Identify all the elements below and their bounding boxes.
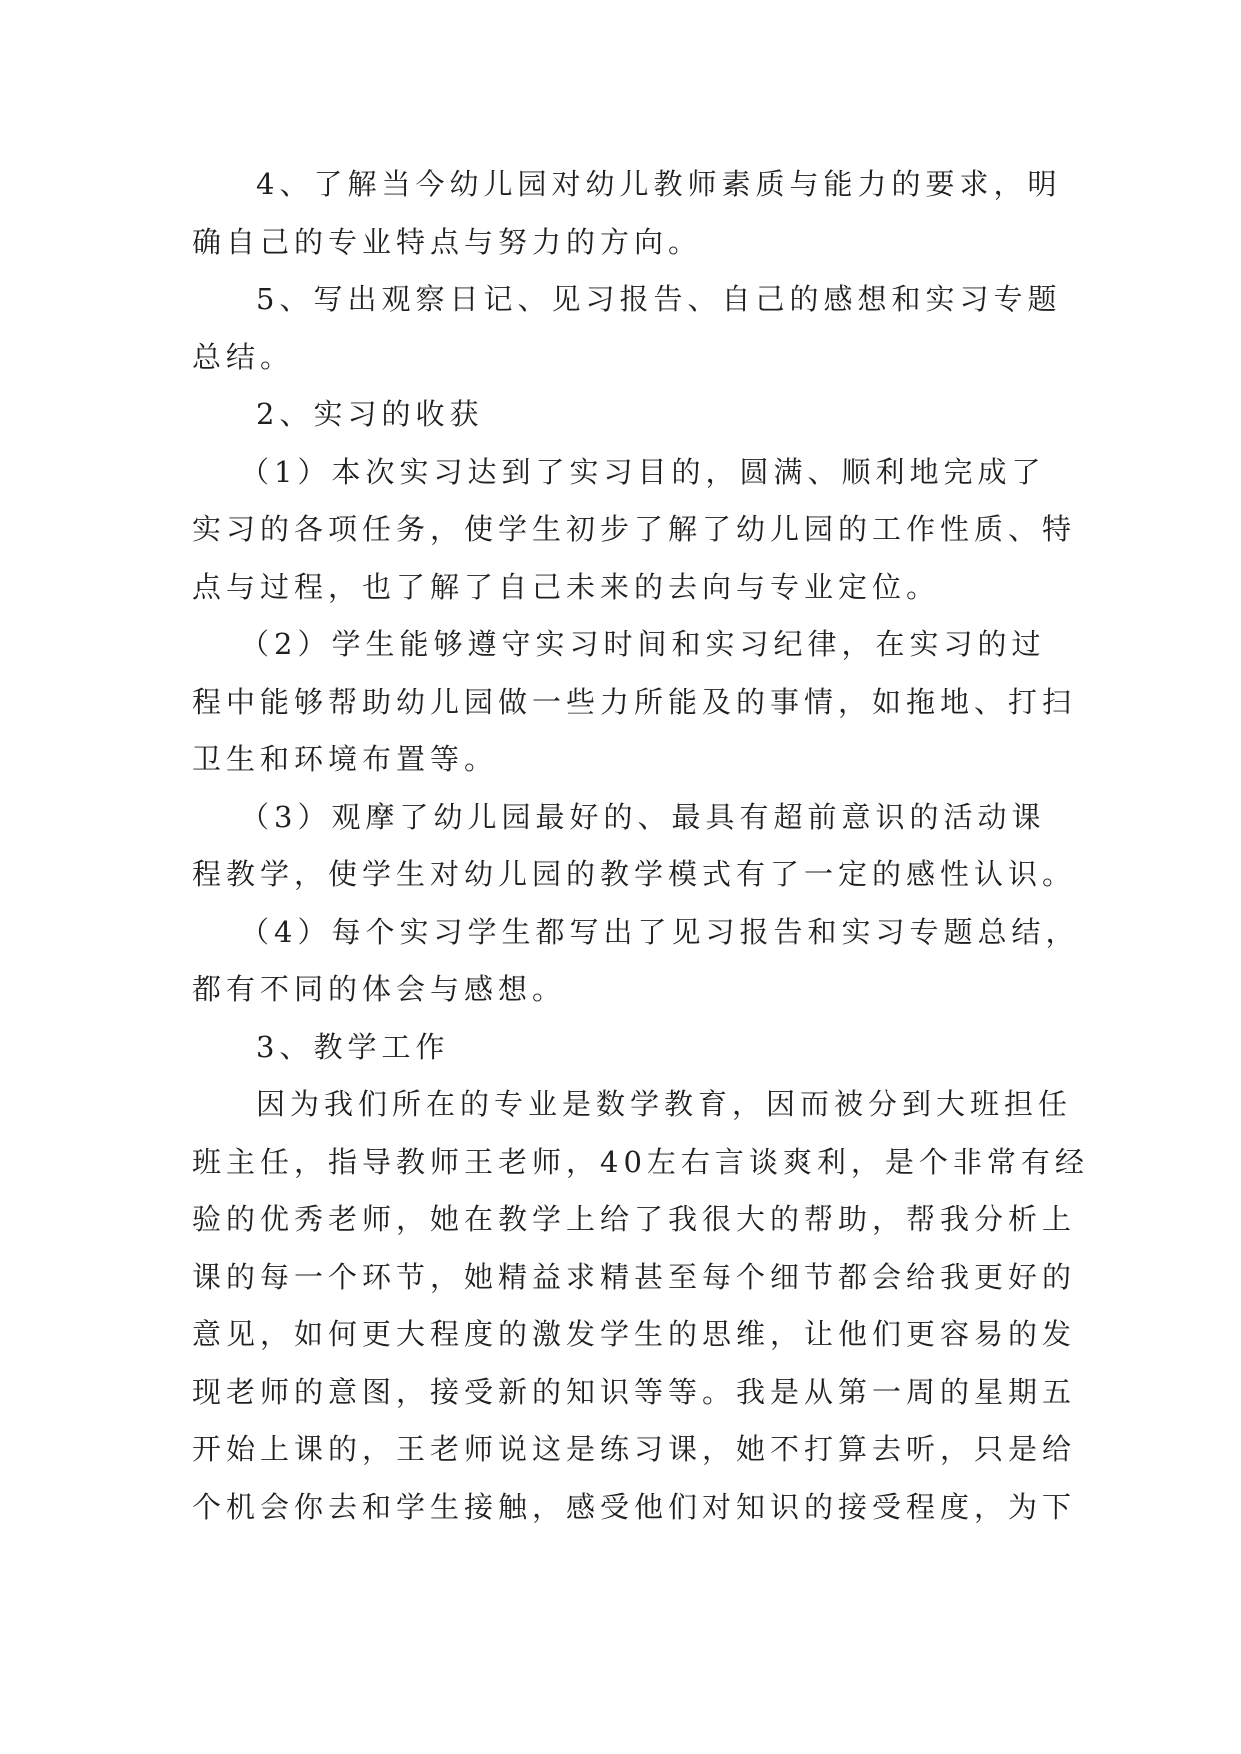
section-heading: 2、实习的收获	[256, 397, 484, 431]
text-line: 验的优秀老师，她在教学上给了我很大的帮助，帮我分析上	[192, 1202, 1077, 1236]
text-line: 个机会你去和学生接触，感受他们对知识的接受程度，为下	[192, 1489, 1077, 1524]
text-line: 确自己的专业特点与努力的方向。	[192, 224, 703, 259]
text-line: （1）本次实习达到了实习目的，圆满、顺利地完成了	[240, 454, 1046, 489]
text-line: 课的每一个环节，她精益求精甚至每个细节都会给我更好的	[192, 1259, 1077, 1294]
text-line: 因为我们所在的专业是数学教育，因而被分到大班担任	[256, 1087, 1073, 1121]
text-line: （4）每个实习学生都写出了见习报告和实习专题总结，	[240, 914, 1080, 949]
text-line: 实习的各项任务，使学生初步了解了幼儿园的工作性质、特	[192, 512, 1077, 546]
text-line: 班主任，指导教师王老师，40左右言谈爽利，是个非常有经	[192, 1144, 1089, 1179]
text-line: 点与过程，也了解了自己未来的去向与专业定位。	[192, 569, 941, 604]
text-line: 5、写出观察日记、见习报告、自己的感想和实习专题	[256, 282, 1062, 316]
text-line: 开始上课的，王老师说这是练习课，她不打算去听，只是给	[192, 1432, 1077, 1466]
text-line: 意见，如何更大程度的激发学生的思维，让他们更容易的发	[192, 1317, 1077, 1351]
text-line: （2）学生能够遵守实习时间和实习纪律，在实习的过	[240, 627, 1046, 661]
section-heading: 3、教学工作	[256, 1029, 450, 1064]
text-line: （3）观摩了幼儿园最好的、最具有超前意识的活动课	[240, 799, 1046, 834]
document-body	[192, 156, 1089, 1536]
text-line: 现老师的意图，接受新的知识等等。我是从第一周的星期五	[192, 1374, 1077, 1409]
text-line: 卫生和环境布置等。	[192, 742, 499, 776]
text-line: 都有不同的体会与感想。	[192, 972, 567, 1006]
text-line: 程中能够帮助幼儿园做一些力所能及的事情，如拖地、打扫	[192, 684, 1077, 719]
text-line: 4、了解当今幼儿园对幼儿教师素质与能力的要求，明	[256, 167, 1062, 201]
text-line: 总结。	[192, 339, 295, 374]
text-line: 程教学，使学生对幼儿园的教学模式有了一定的感性认识。	[192, 857, 1077, 891]
